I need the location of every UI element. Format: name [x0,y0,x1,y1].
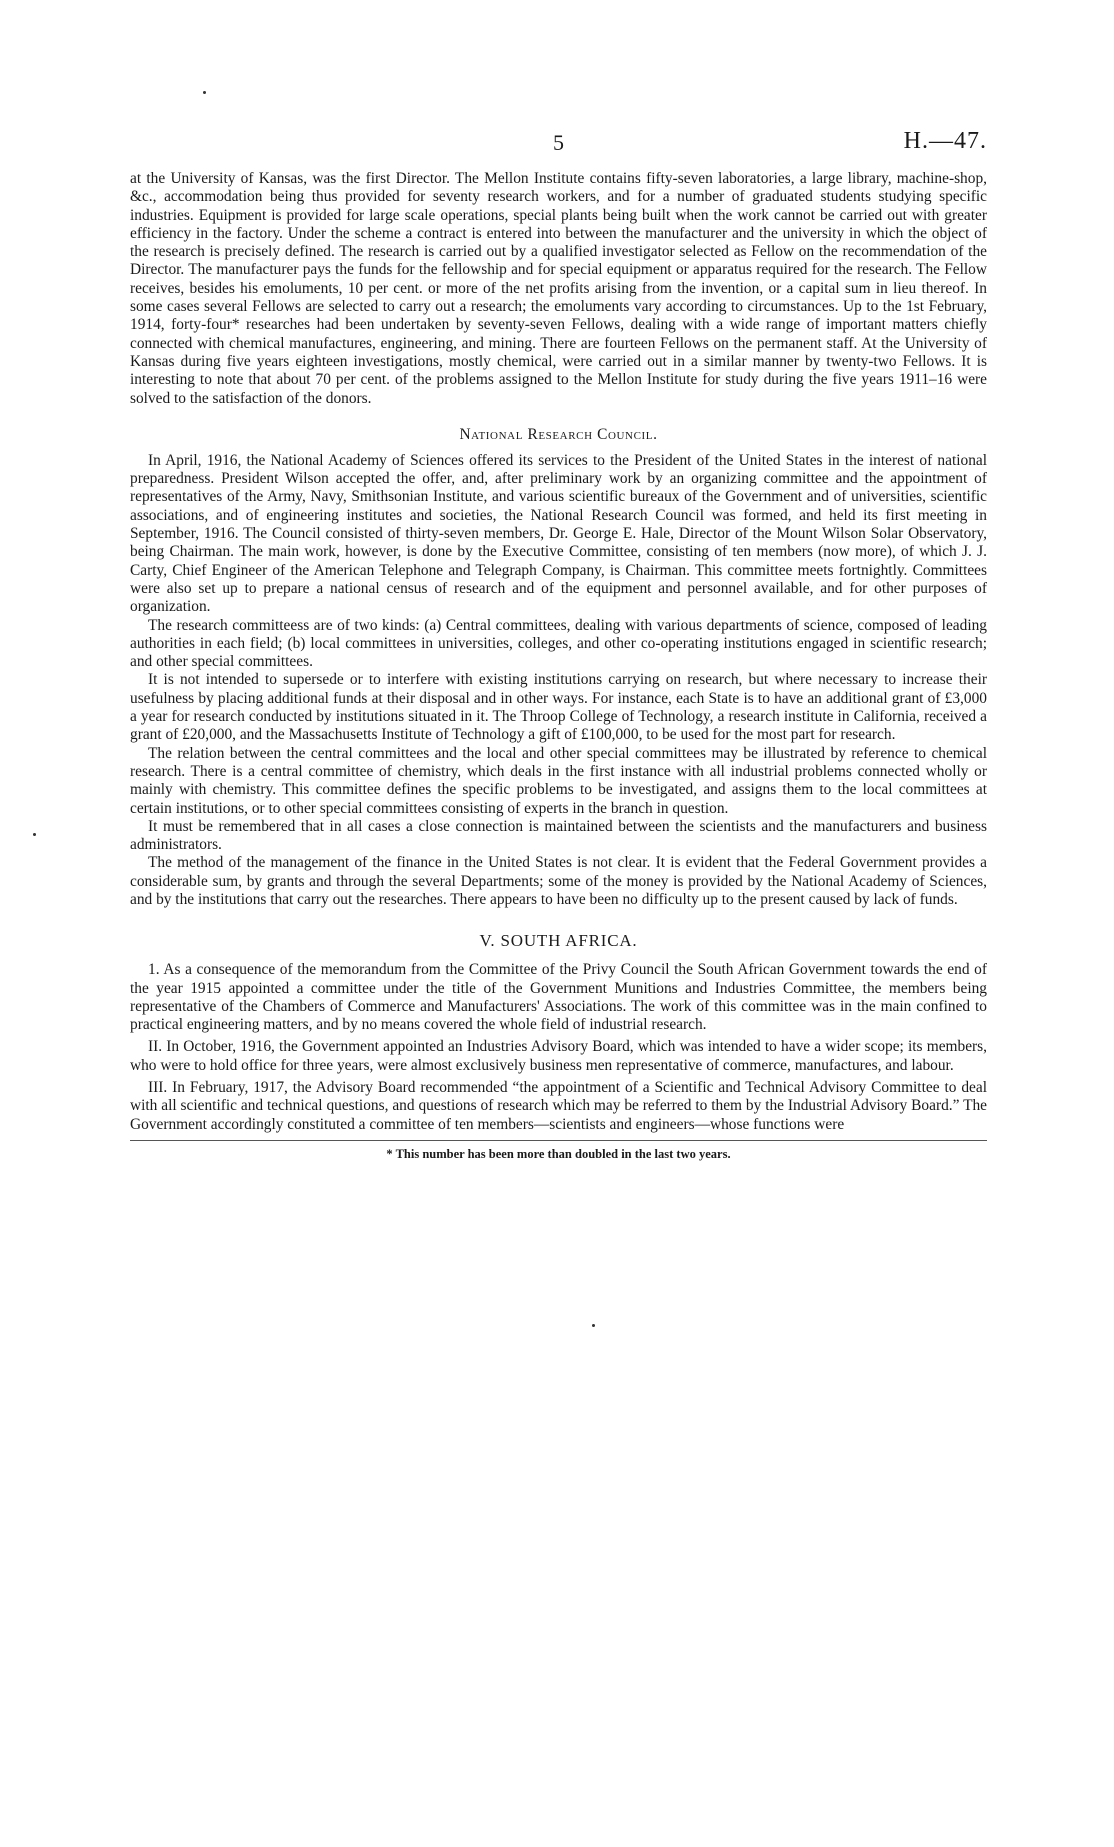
section-heading-nrc: National Research Council. [459,425,658,443]
paragraph-sa-2: II. In October, 1916, the Government appointed an Industries Advisory Board, which was intended to have a wider scope; its members, who were to hold office for three years, were almost exclusively business men representative of commerce, manufactures, and labour. [130,1038,987,1074]
paragraph-nrc-6: The method of the management of the finance in the United States is not clear. It is evident that the Federal Government provides a considerable sum, by grants and through the several Departments; some of the money is provided by the National Academy of Sciences, and by the institutions that carry out the researches. There appears to have been no difficulty up to the present caused by lack of funds. [130,854,987,908]
page-header [130,120,987,160]
footnote-divider [130,1140,987,1141]
paragraph-sa-3: III. In February, 1917, the Advisory Board recommended “the appointment of a Scientific and Technical Advisory Committee to deal with all scientific and technical questions, and questions of research which may be referred to them by the Industrial Advisory Board.” The Government accordingly constituted a committee of ten members—scientists and engineers—whose functions were [130,1079,987,1133]
page-number: 5 [553,130,564,155]
document-reference: H.—47. [903,128,987,154]
paragraph-mellon-institute: at the University of Kansas, was the first Director. The Mellon Institute contains fifty-seven laboratories, a large library, machine-shop, &c., accommodation being thus provided for seventy research workers, and for a number of graduated students studying specific industries. Equipment is provided for large scale operations, special plants being built when the work cannot be carried out with greater efficiency in the factory. Under the scheme a contract is entered into between the manufacturer and the university in which the object of the research is precisely defined. The research is carried out by a qualified investigator selected as Fellow on the recommendation of the Director. The manufacturer pays the funds for the fellowship and for special equipment or apparatus required for the research. The Fellow receives, besides his emoluments, 10 per cent. or more of the net profits arising from the invention, or a capital sum in lieu thereof. In some cases several Fellows are selected to carry out a research; the emoluments vary according to circumstances. Up to the 1st February, 1914, forty-four* researches had been undertaken by seventy-seven Fellows, dealing with a wide range of important matters chiefly connected with chemical manufactures, engineering, and mining. There are fourteen Fellows on the permanent staff. At the University of Kansas during five years eighteen investigations, mostly chemical, were carried out in a similar manner by twenty-two Fellows. It is interesting to note that about 70 per cent. of the problems assigned to the Mellon Institute for study during the five years 1911–16 were solved to the satisfaction of the donors. [130,170,987,407]
paragraph-nrc-3: It is not intended to supersede or to interfere with existing institutions carrying on research, but where necessary to increase their usefulness by placing additional funds at their disposal and in other ways. For instance, each State is to have an additional grant of £3,000 a year for research conducted by institutions situated in it. The Throop College of Technology, a research institute in California, received a grant of £20,000, and the Massachusetts Institute of Technology a gift of £100,000, to be used for the most part for research. [130,671,987,744]
paragraph-nrc-2: The research committeess are of two kinds: (a) Central committees, dealing with various departments of science, composed of leading authorities in each field; (b) local committees in universities, colleges, and other co-operating institutions engaged in scientific research; and other special committees. [130,616,987,671]
stray-mark-center [592,1324,595,1327]
stray-mark-top [203,91,206,94]
footnote: * This number has been more than doubled in the last two years. [386,1146,731,1161]
page-body [130,120,987,1162]
paragraph-nrc-4: The relation between the central committees and the local and other special committees may be illustrated by reference to chemical research. There is a central committee of chemistry, which deals in the first instance with all industrial problems connected wholly or mainly with chemistry. This committee defines the specific problems to be investigated, and assigns them to the local committees at certain institutions, or to other special committees consisting of experts in the branch in question. [130,744,987,817]
paragraph-nrc-1: In April, 1916, the National Academy of Sciences offered its services to the President of the United States in the interest of national preparedness. President Wilson accepted the offer, and, after preliminary work by an organizing committee and the appointment of representatives of the Army, Navy, Smithsonian Institute, and various scientific bureaux of the Government and of universities, scientific associations, and of engineering institutes and societies, the National Research Council was formed, and held its first meeting in September, 1916. The Council consisted of thirty-seven members, Dr. George E. Hale, Director of the Mount Wilson Solar Observatory, being Chairman. The main work, however, is done by the Executive Committee, consisting of ten members (now more), of which J. J. Carty, Chief Engineer of the American Telephone and Telegraph Company, is Chairman. This committee meets fortnightly. Committees were also set up to prepare a national census of research and of the equipment and personnel available, and for other purposes of organization. [130,451,987,616]
paragraph-nrc-5: It must be remembered that in all cases a close connection is maintained between the scientists and the manufacturers and business administrators. [130,817,987,854]
paragraph-sa-1: 1. As a consequence of the memorandum from the Committee of the Privy Council the South African Government towards the end of the year 1915 appointed a committee under the title of the Government Munitions and Industries Committee, the members being representative of the Chambers of Commerce and Manufacturers' Associations. The work of this committee was in the main confined to practical engineering matters, and by no means covered the whole field of industrial research. [130,961,987,1034]
stray-mark-left [33,833,36,836]
section-heading-south-africa: V. SOUTH AFRICA. [479,931,638,951]
